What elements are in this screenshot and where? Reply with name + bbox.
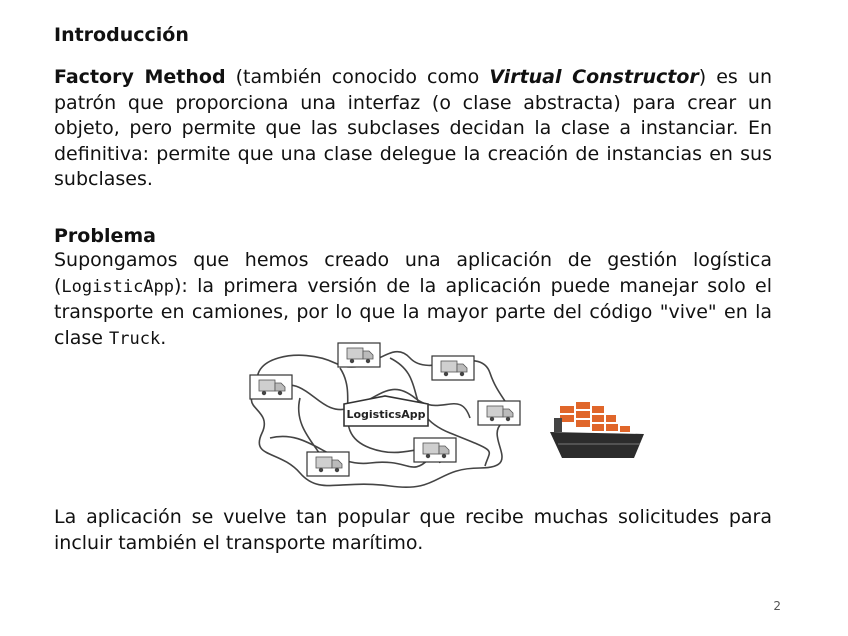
intro-text-a: (también conocido como xyxy=(225,66,490,88)
logistics-diagram xyxy=(240,338,530,493)
logisticsapp-box xyxy=(344,396,428,426)
pattern-name: Factory Method xyxy=(54,66,226,88)
ship-icon xyxy=(548,398,650,464)
intro-paragraph xyxy=(54,65,772,193)
final-paragraph: La aplicación se vuelve tan popular que recibe muchas solicitudes para incluir también el transporte marítimo. xyxy=(54,506,772,554)
truck-icon xyxy=(432,356,474,380)
pattern-alias: Virtual Constructor xyxy=(489,66,699,88)
problem-heading: Problema xyxy=(54,225,156,247)
code-truck: Truck xyxy=(109,328,161,349)
truck-icon xyxy=(414,438,456,462)
problem-text-c: . xyxy=(160,326,167,349)
problem-text-a: Supongamos que hemos creado una aplicación de gestión logística ( xyxy=(54,249,772,297)
truck-icon xyxy=(250,375,292,399)
truck-icon xyxy=(307,452,349,476)
truck-icon xyxy=(338,343,380,367)
intro-text-b: ) es un patrón que proporciona una interfaz (o clase abstracta) para crear un objeto, pero permite que las subclases decidan la clase a instanciar. En definitiva: permite que una clase delegue la creación de instancias en sus subclases. xyxy=(54,66,772,190)
code-logisticapp: LogisticApp xyxy=(61,276,175,297)
problem-text-b: ): la primera versión de la aplicación puede manejar solo el transporte en camiones, por lo que la mayor parte del código "vive" en la clase xyxy=(54,274,772,349)
intro-heading: Introducción xyxy=(54,24,189,46)
truck-icon xyxy=(478,401,520,425)
logisticsapp-label: LogisticsApp xyxy=(346,408,426,421)
page-number: 2 xyxy=(773,599,781,613)
problem-paragraph xyxy=(54,248,772,352)
